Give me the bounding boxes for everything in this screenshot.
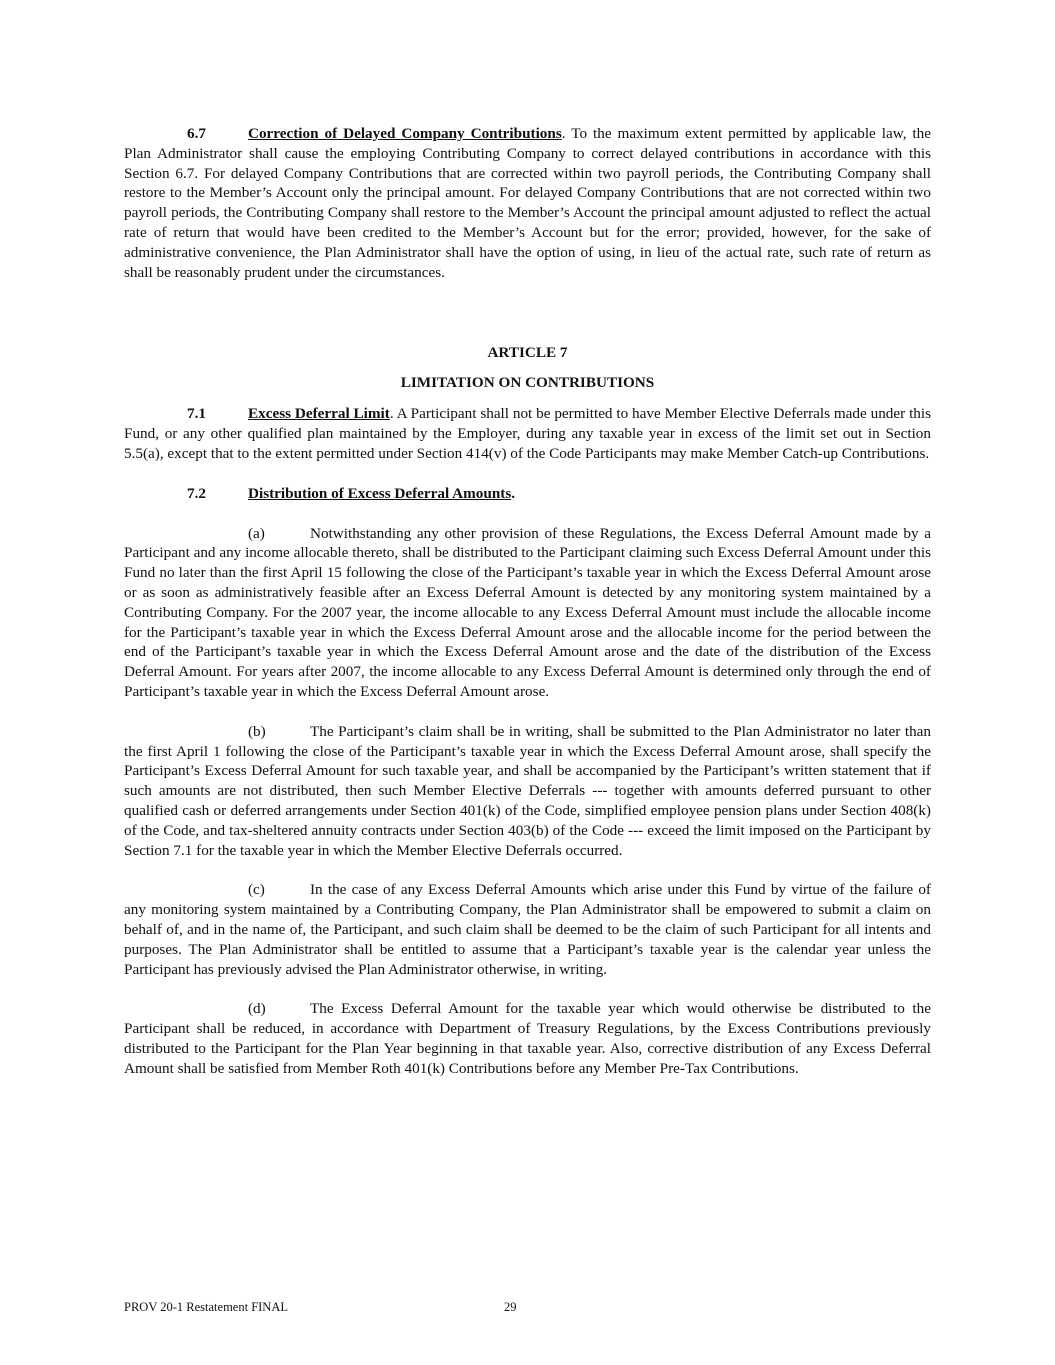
section-6-7: 6.7 Correction of Delayed Company Contributions. To the maximum extent permitted by applicable law, the Plan Administrator shall cause the employing Contributing Company to correct delayed contributions in accordance with this Section 6.7. For delayed Company Contributions that are corrected within two payroll periods, the Contributing Company shall restore to the Member’s Account only the principal amount. For delayed Company Contributions that are not corrected within two payroll periods, the Contributing Company shall restore to the Member’s Account the principal amount adjusted to reflect the actual rate of return that would have been credited to the Member’s Account but for the error; provided, however, for the sake of administrative convenience, the Plan Administrator shall have the option of using, in lieu of the actual rate, such rate of return as shall be reasonably prudent under the circumstances.: [124, 125, 931, 281]
footer-doc-id: PROV 20-1 Restatement FINAL: [124, 1300, 288, 1314]
subsection-text: In the case of any Excess Deferral Amounts which arise under this Fund by virtue of the failure of any monitoring system maintained by a Contributing Company, the Plan Administrator shall be empowered to submit a claim on behalf of, and in the name of, the Participant, and such claim shall be deemed to be the claim of such Participant for all intents and purposes. The Plan Administrator shall be entitled to assume that a Participant’s taxable year is the calendar year unless the Participant has previously advised the Plan Administrator otherwise, in writing.: [124, 881, 931, 978]
article-title: LIMITATION ON CONTRIBUTIONS: [400, 374, 655, 392]
subsection-c: [124, 880, 931, 979]
subsection-label: (b): [248, 722, 266, 740]
subsection-a: [124, 524, 931, 702]
subsection-label: (c): [248, 881, 265, 899]
section-text: To the maximum extent permitted by applicable law, the Plan Administrator shall cause the employing Contributing Company to correct delayed contributions in accordance with this Section 6.7. For delayed Company Contributions that are corrected within two payroll periods, the Contributing Company shall restore to the Member’s Account only the principal amount. For delayed Company Contributions that are not corrected within two payroll periods, the Contributing Company shall restore to the Member’s Account the principal amount adjusted to reflect the actual rate of return that would have been credited to the Member’s Account but for the error; provided, however, for the sake of administrative convenience, the Plan Administrator shall have the option of using, in lieu of the actual rate, such rate of return as shall be reasonably prudent under the circumstances.: [124, 125, 931, 281]
section-number: 7.1: [187, 405, 206, 423]
subsection-text: The Participant’s claim shall be in writing, shall be submitted to the Plan Administrator no later than the first April 1 following the close of the Participant’s taxable year in which the Excess Deferral Amount arose, shall specify the Participant’s Excess Deferral Amount for such taxable year, and shall be accompanied by the Participant’s written statement that if such amounts are not distributed, then such Member Elective Deferrals --- together with amounts deferred pursuant to other qualified cash or deferred arrangements under Section 401(k) of the Code, simplified employee pension plans under Section 408(k) of the Code, and tax-sheltered annuity contracts under Section 403(b) of the Code --- exceed the limit imposed on the Participant by Section 7.1 for the taxable year in which the Member Elective Deferrals occurred.: [124, 722, 931, 859]
section-title: Correction of Delayed Company Contributions: [248, 125, 562, 142]
article-number: ARTICLE 7: [487, 344, 568, 362]
section-title: Excess Deferral Limit: [248, 405, 390, 423]
subsection-b: [124, 722, 931, 861]
section-number: 7.2: [187, 484, 206, 502]
subsection-text: The Excess Deferral Amount for the taxable year which would otherwise be distributed to the Participant shall be reduced, in accordance with Department of Treasury Regulations, by the Excess Contributions previously distributed to the Participant for the Plan Year beginning in that taxable year. Also, corrective distribution of any Excess Deferral Amount shall be satisfied from Member Roth 401(k) Contributions before any Member Pre-Tax Contributions.: [124, 1000, 931, 1077]
section-number: 6.7: [187, 125, 206, 142]
section-7-1: 7.1 Excess Deferral Limit. A Participant shall not be permitted to have Member Elective Deferrals made under this Fund, or any other qualified plan maintained by the Employer, during any taxable year in excess of the limit set out in Section 5.5(a), except that to the extent permitted under Section 414(v) of the Code Participants may make Member Catch-up Contributions.: [124, 405, 932, 462]
subsection-d: [124, 999, 931, 1078]
section-title: Distribution of Excess Deferral Amounts: [248, 484, 512, 502]
section-text: A Participant shall not be permitted to have Member Elective Deferrals made under this Fund, or any other qualified plan maintained by the Employer, during any taxable year in excess of the limit set out in Section 5.5(a), except that to the extent permitted under Section 414(v) of the Code Participants may make Member Catch-up Contributions.: [124, 405, 932, 462]
document-body: [124, 124, 931, 1078]
subsection-label: (a): [248, 524, 265, 542]
section-7-2-heading: 7.2 Distribution of Excess Deferral Amounts.: [187, 484, 516, 502]
subsection-text: Notwithstanding any other provision of these Regulations, the Excess Deferral Amount made by a Participant and any income allocable thereto, shall be distributed to the Participant claiming such Excess Deferral Amount under this Fund no later than the first April 15 following the close of the Participant’s taxable year in which the Excess Deferral Amount arose or as soon as administratively feasible after an Excess Deferral Amount is detected by any monitoring system maintained by a Contributing Company. For the 2007 year, the income allocable to any Excess Deferral Amount must include the allocable income for the Participant’s taxable year in which the Excess Deferral Amount arose and the allocable income for the period between the end of the Participant’s taxable year in which the Excess Deferral Amount arose and the date of the distribution of the Excess Deferral Amount. For years after 2007, the income allocable to any Excess Deferral Amount is determined only through the end of Participant’s taxable year in which the Excess Deferral Amount arose.: [124, 524, 931, 700]
page-number: 29: [504, 1300, 517, 1314]
subsection-label: (d): [248, 1000, 266, 1018]
